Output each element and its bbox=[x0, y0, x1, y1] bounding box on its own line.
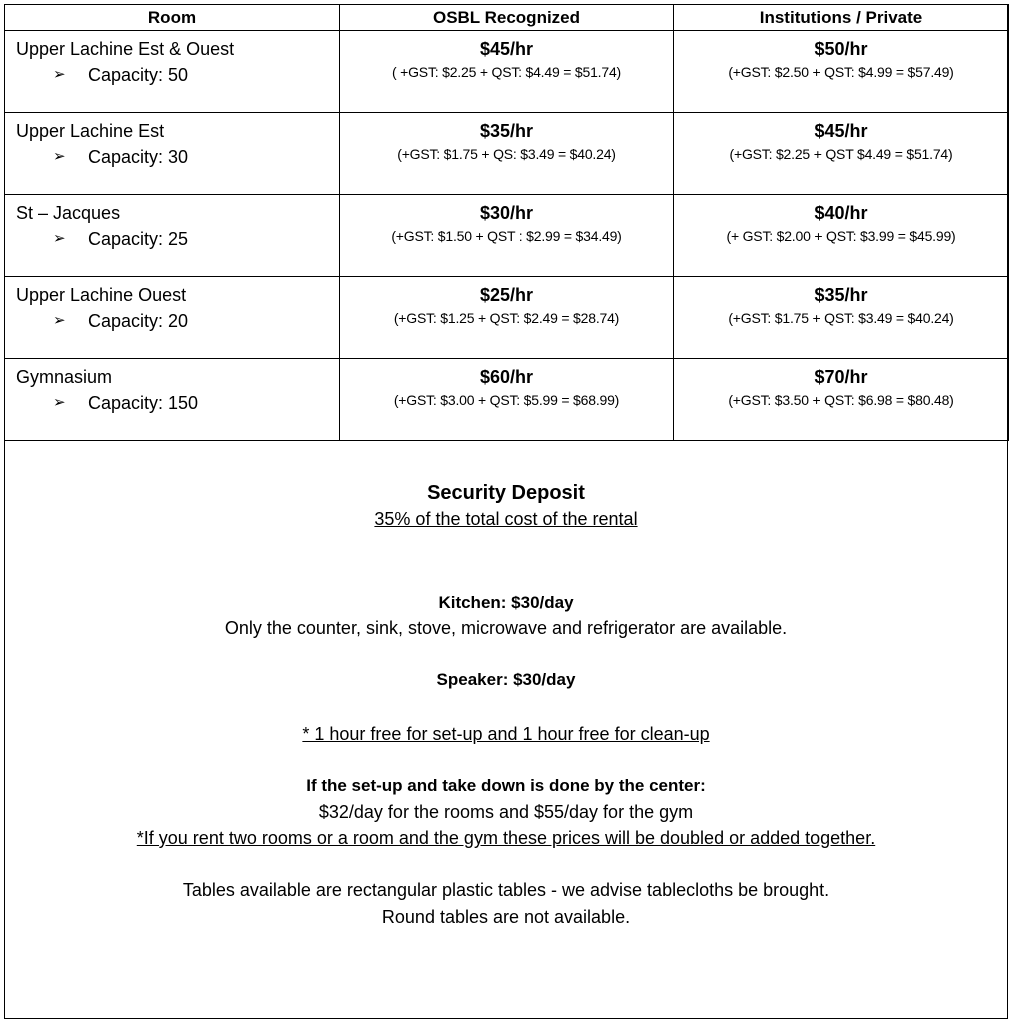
room-capacity bbox=[53, 309, 339, 333]
setup-service-price: $32/day for the rooms and $55/day for the gym bbox=[318, 802, 694, 822]
arrow-bullet-icon: ➢ bbox=[53, 230, 66, 247]
arrow-bullet-icon: ➢ bbox=[53, 148, 66, 165]
institutions-price: $50/hr bbox=[814, 39, 868, 59]
room-name: Upper Lachine Est bbox=[16, 121, 165, 141]
security-deposit-subtitle: 35% of the total cost of the rental bbox=[374, 509, 638, 529]
capacity-label: Capacity: 50 bbox=[88, 65, 189, 85]
arrow-bullet-icon: ➢ bbox=[53, 312, 66, 329]
table-row bbox=[5, 195, 1009, 277]
institutions-cell bbox=[674, 195, 1009, 277]
table-row bbox=[5, 359, 1009, 441]
room-capacity bbox=[53, 63, 339, 87]
osbl-cell bbox=[340, 195, 674, 277]
arrow-bullet-icon: ➢ bbox=[53, 394, 66, 411]
osbl-cell bbox=[340, 359, 674, 441]
room-cell bbox=[5, 359, 340, 441]
kitchen-description: Only the counter, sink, stove, microwave and refrigerator are available. bbox=[224, 618, 788, 638]
osbl-price: $35/hr bbox=[479, 121, 534, 141]
room-cell bbox=[5, 277, 340, 359]
capacity-label: Capacity: 30 bbox=[88, 147, 189, 167]
room-cell bbox=[5, 31, 340, 113]
speaker-price: Speaker: $30/day bbox=[436, 670, 576, 689]
round-tables-info: Round tables are not available. bbox=[381, 907, 631, 927]
arrow-bullet-icon: ➢ bbox=[53, 66, 66, 83]
table-header-row bbox=[5, 5, 1009, 31]
osbl-price: $30/hr bbox=[479, 203, 534, 223]
room-cell bbox=[5, 195, 340, 277]
institutions-tax: (+GST: $2.25 + QST $4.49 = $51.74) bbox=[729, 146, 953, 162]
kitchen-price: Kitchen: $30/day bbox=[438, 593, 574, 612]
institutions-price: $35/hr bbox=[814, 285, 868, 305]
room-name: Gymnasium bbox=[16, 367, 113, 387]
room-name: Upper Lachine Est & Ouest bbox=[16, 39, 235, 59]
table-row bbox=[5, 113, 1009, 195]
institutions-cell bbox=[674, 31, 1009, 113]
osbl-tax: (+GST: $1.50 + QST : $2.99 = $34.49) bbox=[391, 228, 622, 244]
capacity-label: Capacity: 150 bbox=[88, 393, 199, 413]
room-name: Upper Lachine Ouest bbox=[16, 285, 187, 305]
institutions-cell bbox=[674, 113, 1009, 195]
institutions-price: $45/hr bbox=[814, 121, 868, 141]
institutions-cell bbox=[674, 359, 1009, 441]
room-name: St – Jacques bbox=[16, 203, 121, 223]
rental-rates-page bbox=[4, 4, 1008, 1019]
osbl-tax: ( +GST: $2.25 + QST: $4.49 = $51.74) bbox=[391, 64, 621, 80]
room-cell bbox=[5, 113, 340, 195]
capacity-label: Capacity: 25 bbox=[88, 229, 189, 249]
institutions-price: $70/hr bbox=[814, 367, 868, 387]
osbl-price: $25/hr bbox=[479, 285, 534, 305]
osbl-tax: (+GST: $3.00 + QST: $5.99 = $68.99) bbox=[393, 392, 620, 408]
table-row bbox=[5, 277, 1009, 359]
room-capacity bbox=[53, 145, 339, 169]
rental-notes bbox=[5, 441, 1007, 931]
institutions-price: $40/hr bbox=[814, 203, 868, 223]
osbl-tax: (+GST: $1.25 + QST: $2.49 = $28.74) bbox=[393, 310, 620, 326]
header-room: Room bbox=[5, 5, 340, 31]
institutions-tax: (+GST: $2.50 + QST: $4.99 = $57.49) bbox=[728, 64, 954, 80]
rental-rates-table bbox=[4, 4, 1009, 441]
institutions-cell bbox=[674, 277, 1009, 359]
table-row bbox=[5, 31, 1009, 113]
setup-service-title: If the set-up and take down is done by the center: bbox=[306, 776, 706, 795]
osbl-cell bbox=[340, 31, 674, 113]
security-deposit-title: Security Deposit bbox=[427, 482, 585, 504]
header-osbl: OSBL Recognized bbox=[340, 5, 674, 31]
osbl-cell bbox=[340, 113, 674, 195]
header-institutions: Institutions / Private bbox=[674, 5, 1009, 31]
institutions-tax: (+GST: $3.50 + QST: $6.98 = $80.48) bbox=[728, 392, 954, 408]
osbl-cell bbox=[340, 277, 674, 359]
institutions-tax: (+GST: $1.75 + QST: $3.49 = $40.24) bbox=[728, 310, 954, 326]
room-capacity bbox=[53, 227, 339, 251]
capacity-label: Capacity: 20 bbox=[88, 311, 189, 331]
free-setup-note: * 1 hour free for set-up and 1 hour free for clean-up bbox=[302, 724, 710, 744]
osbl-price: $45/hr bbox=[479, 39, 534, 59]
room-capacity bbox=[53, 391, 339, 415]
setup-service-note: *If you rent two rooms or a room and the gym these prices will be doubled or added together. bbox=[136, 828, 876, 848]
osbl-tax: (+GST: $1.75 + QS: $3.49 = $40.24) bbox=[397, 146, 616, 162]
institutions-tax: (+ GST: $2.00 + QST: $3.99 = $45.99) bbox=[726, 228, 956, 244]
tables-info: Tables available are rectangular plastic tables - we advise tablecloths be brought. bbox=[182, 880, 830, 900]
osbl-price: $60/hr bbox=[479, 367, 534, 387]
